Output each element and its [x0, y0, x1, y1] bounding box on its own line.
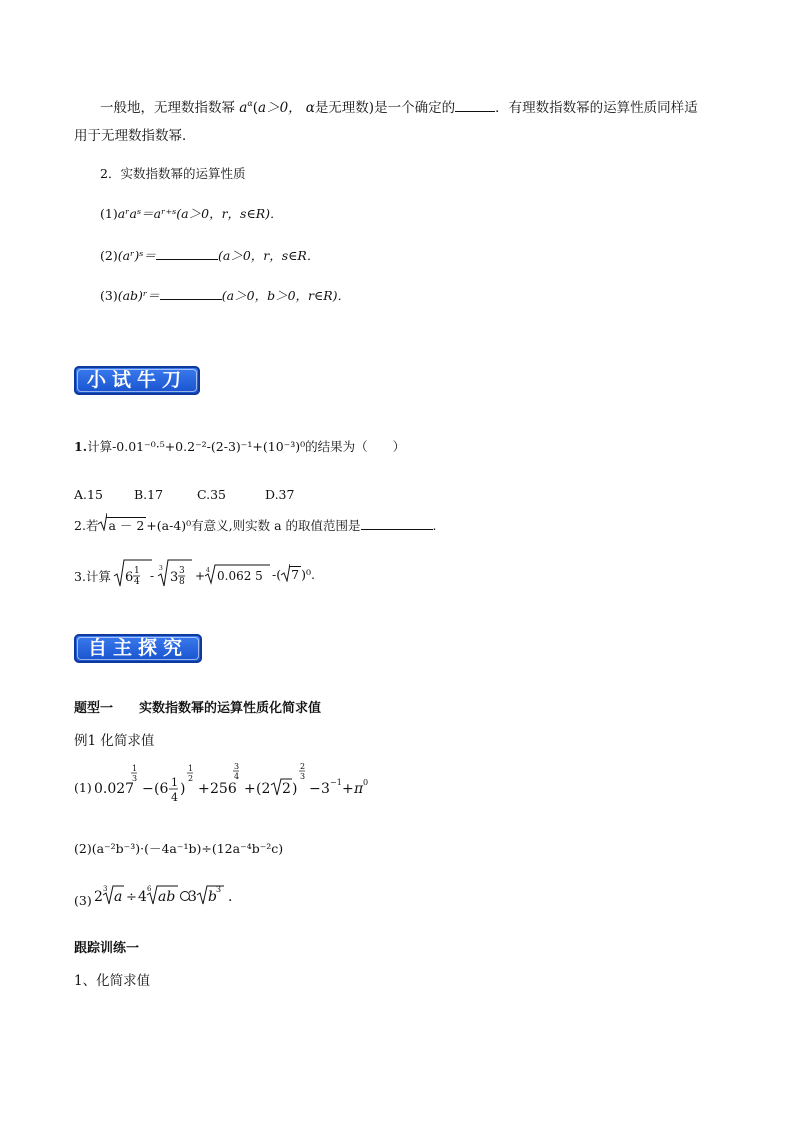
quiz-options — [74, 487, 294, 502]
intro-blank — [455, 98, 495, 112]
property-3-expression: (ab)ʳ＝ — [117, 288, 160, 303]
svg-text:b: b — [208, 889, 217, 905]
intro-condition: a＞0， — [258, 100, 302, 116]
property-1 — [100, 204, 283, 222]
svg-text:0.027: 0.027 — [94, 781, 135, 797]
example-1-title: 例1 化简求值 — [74, 733, 155, 749]
q2-text: +(a-4)⁰有意义,则实数 a 的取值范围是 — [146, 518, 361, 533]
svg-text:3: 3 — [170, 570, 179, 585]
q2-sqrt — [98, 516, 146, 534]
svg-text:3: 3 — [300, 772, 306, 781]
practice-item-1: 1、化简求值 — [74, 973, 151, 989]
svg-text:+: + — [342, 781, 354, 797]
q3-sqrt7 — [281, 567, 301, 582]
q3-root-7: 7 — [291, 567, 300, 582]
property-3 — [100, 286, 350, 304]
svg-text:6: 6 — [125, 570, 134, 585]
svg-text:(2: (2 — [256, 781, 271, 797]
svg-text:1: 1 — [134, 566, 140, 576]
property-1-label: (1) — [100, 206, 118, 221]
property-2-blank — [156, 246, 218, 260]
svg-text:-: - — [150, 569, 155, 583]
svg-text:3: 3 — [179, 566, 185, 576]
intro-exponent: α — [247, 99, 253, 108]
intro-line-1 — [100, 96, 698, 116]
banner-explore — [74, 634, 202, 663]
svg-text:4: 4 — [234, 772, 240, 781]
svg-text:−: − — [142, 781, 154, 797]
svg-text:4: 4 — [138, 889, 147, 905]
svg-text:(6: (6 — [154, 781, 169, 797]
svg-text:+: + — [195, 569, 206, 583]
svg-text:2: 2 — [300, 762, 306, 771]
svg-text:3: 3 — [234, 762, 240, 771]
intro-text-2: 是无理数)是一个确定的 — [314, 100, 456, 116]
intro-text-3: ．有理数指数幂的运算性质同样适 — [495, 100, 698, 116]
banner-explore-label: 自主探究 — [87, 637, 188, 659]
q2-prefix: 2.若 — [74, 518, 99, 533]
svg-text:0: 0 — [363, 778, 369, 787]
option-a[interactable]: A.15 — [74, 487, 103, 502]
svg-text:+: + — [244, 781, 256, 797]
svg-text:1: 1 — [171, 776, 178, 789]
svg-text:4: 4 — [134, 577, 140, 587]
q3-end: )⁰. — [301, 567, 315, 582]
intro-alpha: α — [305, 100, 315, 116]
property-2-expression: (aʳ)ˢ＝ — [117, 248, 156, 263]
type1-title: 题型一 实数指数幂的运算性质化简求值 — [74, 701, 322, 716]
quiz-question-2 — [74, 516, 437, 534]
property-3-label: (3) — [100, 288, 118, 303]
svg-text:4: 4 — [206, 567, 210, 574]
svg-text:÷: ÷ — [126, 890, 137, 905]
svg-text:3: 3 — [103, 885, 108, 893]
svg-text:2: 2 — [282, 781, 291, 797]
property-1-condition: (a＞0，r，s∈R)． — [176, 206, 283, 221]
svg-text:8: 8 — [179, 577, 185, 587]
property-3-condition: (a＞0，b＞0，r∈R)． — [221, 288, 351, 303]
q3-minus-paren: -( — [272, 567, 282, 582]
svg-text:a: a — [114, 889, 123, 905]
intro-line-2: 用于无理数指数幂． — [74, 128, 196, 144]
q2-end: . — [432, 518, 437, 533]
q3-tail — [272, 567, 315, 582]
intro-text: 一般地，无理数指数幂 — [100, 100, 240, 116]
banner-try-label: 小试牛刀 — [86, 369, 187, 391]
q2-radicand: a － 2 — [108, 518, 145, 533]
quiz-question-1 — [74, 437, 405, 455]
svg-text:−: − — [309, 781, 321, 797]
svg-text:1: 1 — [188, 764, 194, 773]
property-2-label: (2) — [100, 248, 118, 263]
property-3-blank — [160, 286, 222, 300]
property-1-expression: aʳaˢ＝aʳ⁺ˢ — [117, 206, 177, 221]
intro-base: a — [239, 100, 248, 116]
svg-text:3: 3 — [321, 781, 330, 797]
q1-text: 计算-0.01⁻⁰·⁵+0.2⁻²-(2-3)⁻¹+(10⁻³)⁰的结果为（ ） — [87, 439, 406, 454]
svg-text:π: π — [354, 781, 364, 797]
example-3-label: (3) — [74, 893, 92, 908]
option-b[interactable]: B.17 — [134, 487, 164, 502]
svg-text:2: 2 — [94, 889, 103, 905]
option-d[interactable]: D.37 — [265, 487, 295, 502]
svg-text:3: 3 — [159, 565, 163, 572]
example-3-expression — [94, 880, 234, 910]
intro-paren: ( — [252, 100, 259, 116]
option-c[interactable]: C.35 — [197, 487, 226, 502]
svg-text:3: 3 — [216, 885, 222, 894]
section2-title: 2．实数指数幂的运算性质 — [100, 166, 246, 181]
q3-radical-sign — [280, 564, 290, 582]
svg-text:0.062 5: 0.062 5 — [217, 569, 263, 583]
q3-prefix: 3.计算 — [74, 569, 111, 584]
property-2 — [100, 246, 319, 264]
example-1-expression — [94, 758, 374, 808]
example-1-label: (1) — [74, 780, 92, 795]
svg-text:4: 4 — [171, 791, 178, 804]
svg-text:): ) — [292, 781, 298, 797]
svg-text:.: . — [228, 889, 233, 905]
property-2-condition: (a＞0，r，s∈R． — [217, 248, 320, 263]
svg-text:256: 256 — [210, 781, 237, 797]
q2-radical-sign — [97, 513, 107, 531]
svg-text:1: 1 — [132, 764, 138, 773]
banner-try-frame — [77, 369, 197, 392]
banner-explore-frame — [77, 637, 199, 660]
banner-try — [74, 366, 200, 395]
svg-text:3: 3 — [132, 774, 138, 783]
example-2: (2)(a⁻²b⁻³)·(－4a⁻¹b)÷(12a⁻⁴b⁻²c) — [74, 841, 284, 856]
practice-title: 跟踪训练一 — [74, 941, 140, 956]
q2-blank — [361, 516, 433, 530]
svg-text:+: + — [198, 781, 210, 797]
svg-text:3: 3 — [188, 889, 197, 905]
svg-text:ab: ab — [158, 889, 176, 905]
svg-text:): ) — [180, 781, 186, 797]
svg-text:6: 6 — [147, 885, 152, 893]
q1-number: 1. — [74, 439, 88, 454]
svg-text:2: 2 — [188, 774, 194, 783]
svg-text:−1: −1 — [330, 778, 342, 787]
